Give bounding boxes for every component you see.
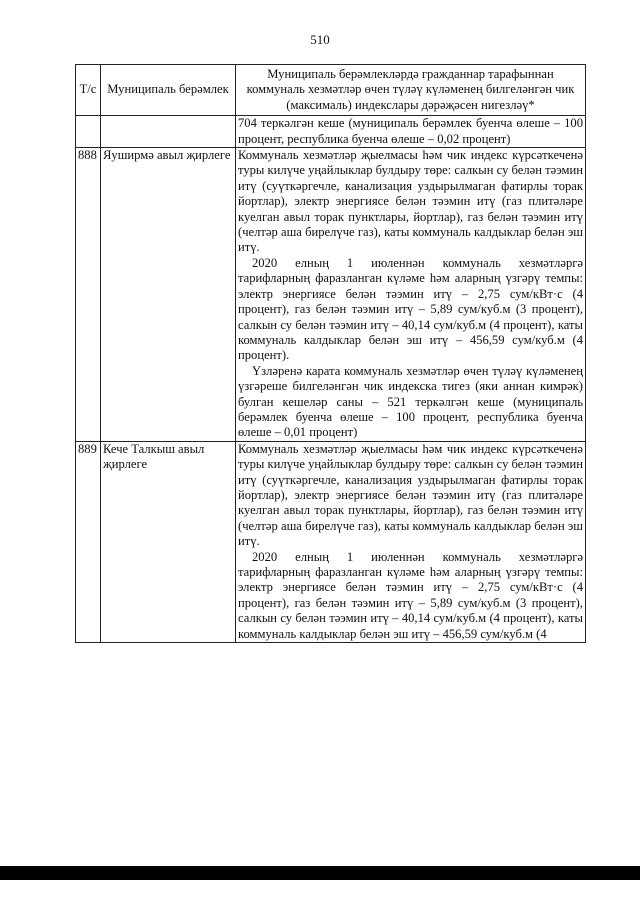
paragraph: 2020 елның 1 июленнән коммуналь хезмәтләргә тарифларның фаразланган күләме һәм аларның үзгәрү темпы: электр энергиясе белән тәэмин итү – 2,75 сум/кВт·с (4 процент), газ белән тәэмин итү – 5,89 сум/куб.м (3 процент), салкын су белән тәэмин итү – 40,14 сум/куб.м (4 процент), каты коммуналь калдыклар белән эш итү – 456,59 сум/куб.м (4: [238, 549, 583, 641]
table-row: [76, 148, 586, 442]
municipality-name: Кече Талкыш авыл җирлеге: [101, 441, 236, 642]
municipality-name: Яуширмә авыл җирлеге: [101, 148, 236, 442]
municipal-index-table: [75, 64, 586, 643]
paragraph: Үзләренә карата коммуналь хезмәтләр өчен түләү күләменең үзгәреше билгеләнгән чик индекска тигез (яки аннан кимрәк) булган кешеләр саны – 521 теркәлгән кеше (муниципаль берәмлек буенча өлеше – 100 процент, республика буенча өлеше – 0,01 процент): [238, 363, 583, 440]
continuation-text: 704 теркәлгән кеше (муниципаль берәмлек буенча өлеше – 100 процент, республика буенча өлеше – 0,02 процент): [236, 116, 586, 148]
scan-edge-band: [0, 866, 640, 880]
paragraph: Коммуналь хезмәтләр җыелмасы һәм чик индекс күрсәткеченә туры килүче уңайлыклар булдыру төре: салкын су белән тәэмин итү (суүткәргечле, канализация уздырылмаган фатирлы торак йортлар), электр энергиясе белән тәэмин итү (газ плитәләре куелган авыл торак пунктлары, йортлар), газ белән тәэмин итү (челтәр аша бирелүче газ), каты коммуналь калдыклар белән эш итү.: [238, 441, 583, 549]
row-number: 888: [76, 148, 101, 442]
table-header-row: [76, 65, 586, 116]
justification-cell: [236, 148, 586, 442]
row-number: 889: [76, 441, 101, 642]
cell-empty: [76, 116, 101, 148]
header-number: Т/с: [76, 65, 101, 116]
header-justification: Муниципаль берәмлекләрдә гражданнар тарафыннан коммуналь хезмәтләр өчен түләү күләменең билгеләнгән чик (максималь) индекслары дәрәҗәсен нигезләү*: [236, 65, 586, 116]
header-municipality: Муниципаль берәмлек: [101, 65, 236, 116]
paragraph: Коммуналь хезмәтләр җыелмасы һәм чик индекс күрсәткеченә туры килүче уңайлыклар булдыру төре: салкын су белән тәэмин итү (суүткәргечле, канализация уздырылмаган фатирлы торак йортлар), электр энергиясе белән тәэмин итү (газ плитәләре куелган авыл торак пунктлары, йортлар), газ белән тәэмин итү (челтәр аша бирелүче газ), каты коммуналь калдыклар белән эш итү.: [238, 148, 583, 255]
page-number: 510: [310, 32, 330, 47]
cell-empty: [101, 116, 236, 148]
paragraph: 2020 елның 1 июленнән коммуналь хезмәтләргә тарифларның фаразланган күләме һәм аларның үзгәрү темпы: электр энергиясе белән тәэмин итү – 2,75 сум/кВт·с (4 процент), газ белән тәэмин итү – 5,89 сум/куб.м (3 процент), салкын су белән тәэмин итү – 40,14 сум/куб.м (4 процент), каты коммуналь калдыклар белән эш итү – 456,59 сум/куб.м (4 процент).: [238, 255, 583, 363]
justification-cell: [236, 441, 586, 642]
table-row: [76, 441, 586, 642]
table-row-continuation: [76, 116, 586, 148]
